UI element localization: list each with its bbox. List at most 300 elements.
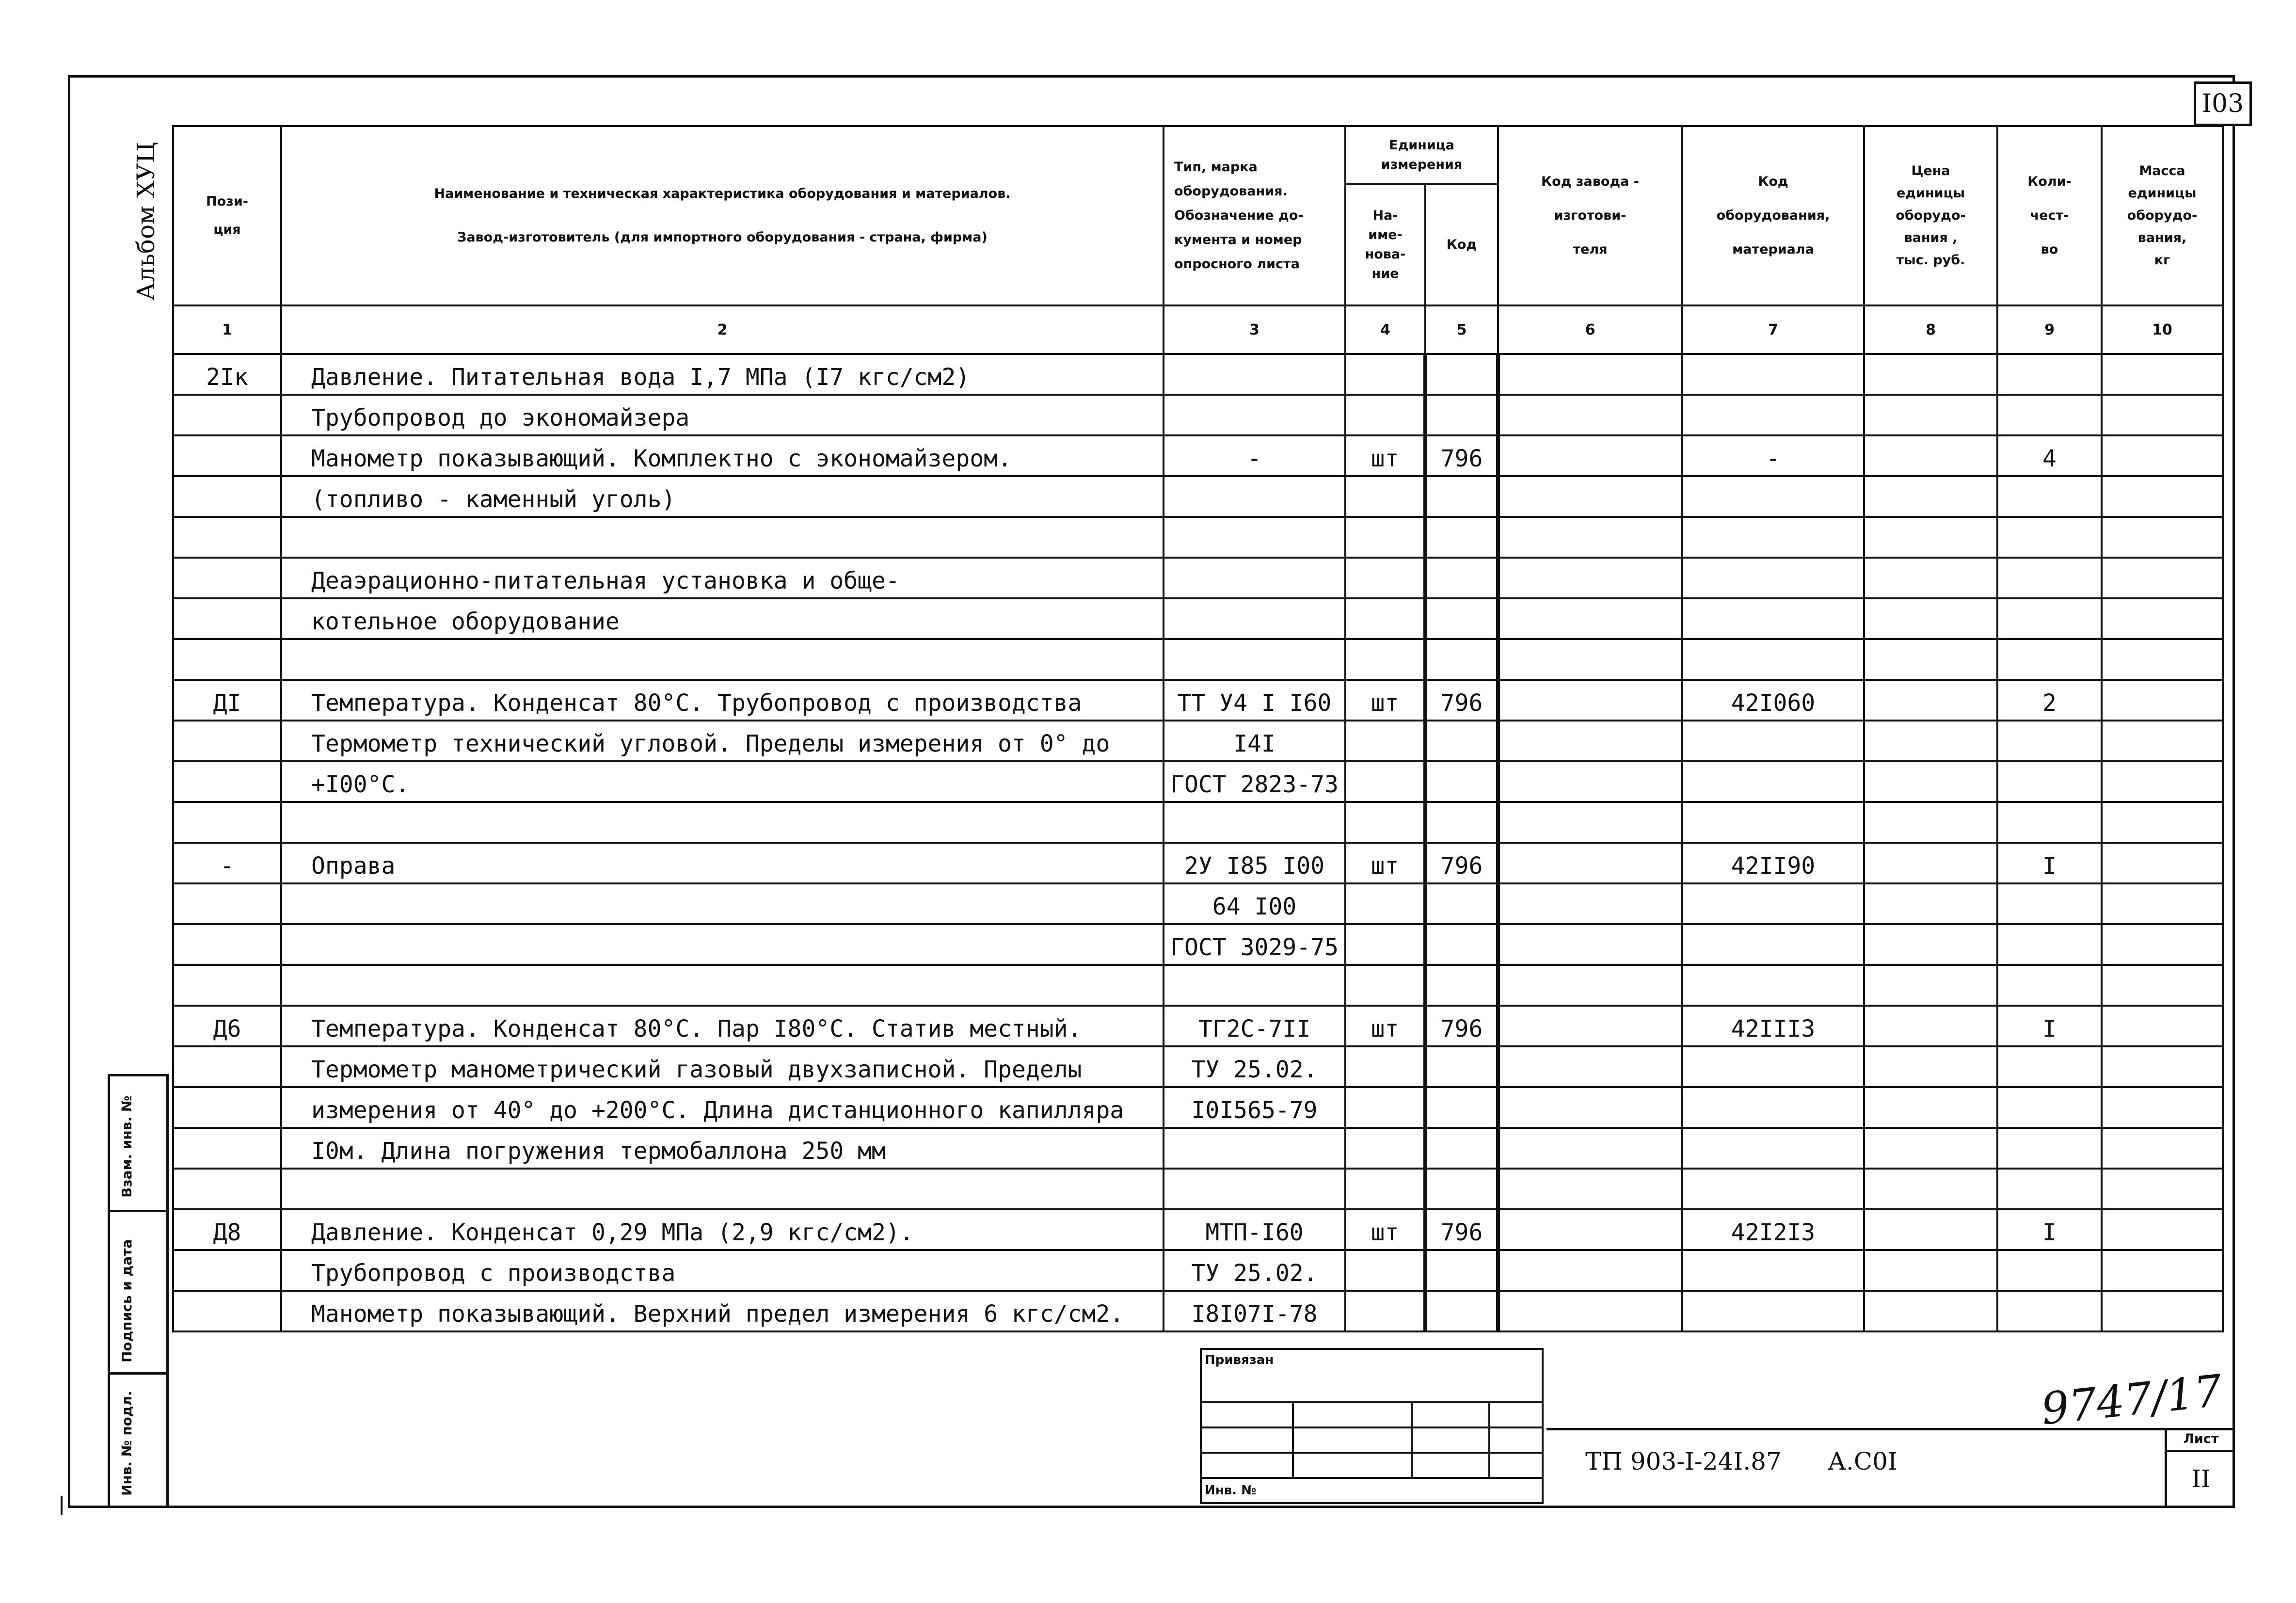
cell-price	[1864, 476, 1997, 517]
header-unit-code: Код	[1425, 184, 1498, 305]
cell-position	[173, 1128, 281, 1169]
table-row	[173, 721, 2223, 761]
table-row	[173, 435, 2223, 476]
cell-mass	[2102, 354, 2223, 395]
cell-price	[1864, 354, 1997, 395]
cell-type	[1164, 598, 1345, 639]
cell-type: МТП-I60	[1164, 1209, 1345, 1250]
cell-plant-code	[1498, 965, 1682, 1006]
header-position: Пози- ция	[173, 126, 281, 305]
cell-type: ГОСТ 3029-75	[1164, 924, 1345, 965]
column-number: 9	[1997, 305, 2102, 354]
cell-name: Температура. Конденсат 80°С. Трубопровод с производства	[281, 680, 1164, 721]
cell-unit	[1345, 395, 1425, 435]
cell-equipment-code	[1682, 965, 1864, 1006]
cell-type	[1164, 802, 1345, 843]
cell-unit	[1345, 517, 1425, 558]
cell-type: 64 I00	[1164, 883, 1345, 924]
cell-equipment-code	[1682, 761, 1864, 802]
cell-unit	[1345, 558, 1425, 598]
cell-name: Деаэрационно-питательная установка и обще-	[281, 558, 1164, 598]
cell-mass	[2102, 965, 2223, 1006]
table-row	[173, 395, 2223, 435]
cell-quantity	[1997, 1128, 2102, 1169]
cell-name	[281, 883, 1164, 924]
cell-price	[1864, 1169, 1997, 1209]
cell-quantity	[1997, 1046, 2102, 1087]
table-row	[173, 354, 2223, 395]
cell-equipment-code	[1682, 924, 1864, 965]
cell-unit	[1345, 965, 1425, 1006]
cell-mass	[2102, 843, 2223, 883]
cell-plant-code	[1498, 924, 1682, 965]
cell-position	[173, 517, 281, 558]
cell-mass	[2102, 1046, 2223, 1087]
cell-equipment-code	[1682, 639, 1864, 680]
sheet-number: II	[2191, 1465, 2211, 1493]
cell-unit	[1345, 802, 1425, 843]
header-equipment-code: Код оборудования, материала	[1682, 126, 1864, 305]
cell-plant-code	[1498, 435, 1682, 476]
side-stamp-strip	[108, 1074, 169, 1508]
cell-quantity	[1997, 517, 2102, 558]
cell-plant-code	[1498, 1087, 1682, 1128]
cell-equipment-code	[1682, 517, 1864, 558]
cell-mass	[2102, 1169, 2223, 1209]
cell-unit-code	[1425, 517, 1498, 558]
cell-quantity: I	[1997, 843, 2102, 883]
album-label: Альбом ХУЦ	[132, 142, 160, 301]
cell-type	[1164, 354, 1345, 395]
cell-price	[1864, 598, 1997, 639]
handwritten-number: 9747/17	[2039, 1365, 2225, 1435]
cell-unit	[1345, 883, 1425, 924]
cell-unit	[1345, 761, 1425, 802]
cell-unit-code	[1425, 476, 1498, 517]
cell-unit-code	[1425, 1128, 1498, 1169]
cell-quantity: I	[1997, 1209, 2102, 1250]
cell-unit-code	[1425, 395, 1498, 435]
table-row	[173, 476, 2223, 517]
cell-equipment-code	[1682, 1169, 1864, 1209]
header-mass: Масса единицы оборудо- вания, кг	[2102, 126, 2223, 305]
cell-name: I0м. Длина погружения термобаллона 250 мм	[281, 1128, 1164, 1169]
cell-quantity	[1997, 965, 2102, 1006]
cell-plant-code	[1498, 1169, 1682, 1209]
cell-price	[1864, 1250, 1997, 1291]
cell-mass	[2102, 395, 2223, 435]
specification-table	[172, 125, 2224, 1332]
cell-quantity	[1997, 802, 2102, 843]
cell-quantity	[1997, 721, 2102, 761]
cell-position: -	[173, 843, 281, 883]
table-row	[173, 843, 2223, 883]
cell-price	[1864, 1209, 1997, 1250]
cell-name: Давление. Конденсат 0,29 МПа (2,9 кгс/см2).	[281, 1209, 1164, 1250]
cell-equipment-code	[1682, 395, 1864, 435]
cell-type: 2У I85 I00	[1164, 843, 1345, 883]
cell-unit-code	[1425, 1087, 1498, 1128]
cell-equipment-code	[1682, 558, 1864, 598]
cell-name: Трубопровод с производства	[281, 1250, 1164, 1291]
cell-type	[1164, 639, 1345, 680]
column-number: 2	[281, 305, 1164, 354]
cell-unit	[1345, 1169, 1425, 1209]
cell-quantity	[1997, 761, 2102, 802]
side-cell-signature	[110, 1212, 166, 1375]
cell-plant-code	[1498, 476, 1682, 517]
cell-position	[173, 639, 281, 680]
cell-price	[1864, 802, 1997, 843]
cell-unit: шт	[1345, 435, 1425, 476]
cell-equipment-code	[1682, 476, 1864, 517]
table-row	[173, 1128, 2223, 1169]
cell-equipment-code: 42III3	[1682, 1006, 1864, 1046]
cell-unit-code	[1425, 1291, 1498, 1331]
header-unit-group: Единица измерения	[1345, 126, 1498, 184]
cell-price	[1864, 1291, 1997, 1331]
table-row	[173, 598, 2223, 639]
cell-type: I0I565-79	[1164, 1087, 1345, 1128]
cell-unit	[1345, 598, 1425, 639]
cell-name: Оправа	[281, 843, 1164, 883]
side-label-replacement: Взам. инв. №	[119, 1095, 135, 1198]
column-number: 10	[2102, 305, 2223, 354]
cell-equipment-code: 42II90	[1682, 843, 1864, 883]
table-row	[173, 883, 2223, 924]
table-row	[173, 1046, 2223, 1087]
cell-position	[173, 598, 281, 639]
column-number: 1	[173, 305, 281, 354]
cell-unit	[1345, 1128, 1425, 1169]
cell-price	[1864, 965, 1997, 1006]
cell-position	[173, 435, 281, 476]
cell-mass	[2102, 1291, 2223, 1331]
header-quantity: Коли- чест- во	[1997, 126, 2102, 305]
cell-unit	[1345, 476, 1425, 517]
header-price: Цена единицы оборудо- вания , тыс. руб.	[1864, 126, 1997, 305]
cell-type: -	[1164, 435, 1345, 476]
cell-mass	[2102, 558, 2223, 598]
cell-name: измерения от 40° до +200°С. Длина дистанционного капилляра	[281, 1087, 1164, 1128]
cell-unit	[1345, 1291, 1425, 1331]
cell-equipment-code	[1682, 1087, 1864, 1128]
cell-quantity	[1997, 476, 2102, 517]
cell-price	[1864, 843, 1997, 883]
cell-position	[173, 395, 281, 435]
cell-plant-code	[1498, 639, 1682, 680]
cell-type: ТУ 25.02.	[1164, 1250, 1345, 1291]
cell-unit	[1345, 721, 1425, 761]
cell-unit	[1345, 1250, 1425, 1291]
cell-quantity	[1997, 558, 2102, 598]
cell-position	[173, 965, 281, 1006]
cell-name: Термометр технический угловой. Пределы измерения от 0° до	[281, 721, 1164, 761]
margin-tick	[61, 1496, 63, 1515]
cell-unit-code	[1425, 965, 1498, 1006]
cell-price	[1864, 721, 1997, 761]
table-row	[173, 1209, 2223, 1250]
cell-quantity	[1997, 924, 2102, 965]
column-number: 3	[1164, 305, 1345, 354]
cell-equipment-code: -	[1682, 435, 1864, 476]
cell-type: ГОСТ 2823-73	[1164, 761, 1345, 802]
cell-plant-code	[1498, 558, 1682, 598]
header-unit-name: На- име- нова- ние	[1345, 184, 1425, 305]
cell-plant-code	[1498, 843, 1682, 883]
cell-plant-code	[1498, 395, 1682, 435]
cell-position: ДI	[173, 680, 281, 721]
cell-equipment-code	[1682, 883, 1864, 924]
attachment-stamp	[1200, 1348, 1544, 1504]
cell-plant-code	[1498, 1046, 1682, 1087]
cell-equipment-code	[1682, 721, 1864, 761]
cell-quantity: I	[1997, 1006, 2102, 1046]
cell-unit: шт	[1345, 843, 1425, 883]
cell-mass	[2102, 476, 2223, 517]
table-row	[173, 924, 2223, 965]
cell-equipment-code	[1682, 1128, 1864, 1169]
cell-position	[173, 1291, 281, 1331]
header-name: Наименование и техническая характеристика оборудования и материалов. Завод-изготовитель (для импортного оборудования - страна, фирма)	[281, 126, 1164, 305]
cell-unit-code	[1425, 721, 1498, 761]
cell-unit-code: 796	[1425, 680, 1498, 721]
cell-plant-code	[1498, 1128, 1682, 1169]
cell-mass	[2102, 1006, 2223, 1046]
table-row	[173, 639, 2223, 680]
stamp-attached-label: Привязан	[1201, 1349, 1543, 1402]
cell-name: Термометр манометрический газовый двухзаписной. Пределы	[281, 1046, 1164, 1087]
cell-position	[173, 1046, 281, 1087]
cell-unit-code	[1425, 1169, 1498, 1209]
column-number: 6	[1498, 305, 1682, 354]
cell-mass	[2102, 1209, 2223, 1250]
cell-unit: шт	[1345, 680, 1425, 721]
cell-position	[173, 1250, 281, 1291]
side-label-original-inv: Инв. № подл.	[119, 1391, 135, 1496]
sheet-box	[2165, 1428, 2235, 1508]
cell-name: котельное оборудование	[281, 598, 1164, 639]
cell-name: Манометр показывающий. Комплектно с экономайзером.	[281, 435, 1164, 476]
cell-price	[1864, 1046, 1997, 1087]
cell-name: Манометр показывающий. Верхний предел измерения 6 кгс/см2.	[281, 1291, 1164, 1331]
cell-mass	[2102, 598, 2223, 639]
cell-unit	[1345, 1046, 1425, 1087]
table-row	[173, 1087, 2223, 1128]
cell-type	[1164, 476, 1345, 517]
cell-position	[173, 1087, 281, 1128]
cell-mass	[2102, 802, 2223, 843]
cell-unit-code	[1425, 1046, 1498, 1087]
cell-quantity	[1997, 598, 2102, 639]
cell-quantity	[1997, 1169, 2102, 1209]
cell-unit-code	[1425, 761, 1498, 802]
column-number: 7	[1682, 305, 1864, 354]
stamp-inv-label: Инв. №	[1201, 1478, 1543, 1503]
table-row	[173, 1291, 2223, 1331]
cell-name: Давление. Питательная вода I,7 МПа (I7 кгс/см2)	[281, 354, 1164, 395]
side-cell-replacement	[110, 1076, 166, 1212]
cell-name: Температура. Конденсат 80°С. Пар I80°С. Статив местный.	[281, 1006, 1164, 1046]
cell-quantity	[1997, 395, 2102, 435]
cell-unit-code	[1425, 802, 1498, 843]
cell-unit: шт	[1345, 1209, 1425, 1250]
cell-mass	[2102, 1128, 2223, 1169]
cell-price	[1864, 1128, 1997, 1169]
cell-position: Д8	[173, 1209, 281, 1250]
cell-mass	[2102, 924, 2223, 965]
side-cell-original-inv	[110, 1375, 166, 1506]
cell-plant-code	[1498, 517, 1682, 558]
page-number: I03	[2194, 81, 2252, 126]
cell-type: ТГ2С-7II	[1164, 1006, 1345, 1046]
cell-equipment-code	[1682, 1046, 1864, 1087]
header-plant-code: Код завода - изготови- теля	[1498, 126, 1682, 305]
cell-type	[1164, 965, 1345, 1006]
cell-type: I8I07I-78	[1164, 1291, 1345, 1331]
cell-unit	[1345, 924, 1425, 965]
cell-price	[1864, 435, 1997, 476]
cell-unit-code	[1425, 1250, 1498, 1291]
cell-position	[173, 802, 281, 843]
cell-mass	[2102, 435, 2223, 476]
cell-price	[1864, 395, 1997, 435]
specification-body	[173, 354, 2223, 1331]
cell-quantity: 4	[1997, 435, 2102, 476]
table-row	[173, 1006, 2223, 1046]
cell-type	[1164, 1169, 1345, 1209]
sheet-label: Лист	[2167, 1428, 2235, 1452]
cell-price	[1864, 517, 1997, 558]
cell-name: Трубопровод до экономайзера	[281, 395, 1164, 435]
cell-quantity	[1997, 883, 2102, 924]
cell-price	[1864, 639, 1997, 680]
cell-plant-code	[1498, 354, 1682, 395]
cell-name: +I00°С.	[281, 761, 1164, 802]
cell-unit-code: 796	[1425, 843, 1498, 883]
cell-price	[1864, 883, 1997, 924]
cell-plant-code	[1498, 721, 1682, 761]
cell-quantity	[1997, 1291, 2102, 1331]
cell-position	[173, 558, 281, 598]
cell-plant-code	[1498, 1209, 1682, 1250]
cell-type: I4I	[1164, 721, 1345, 761]
cell-price	[1864, 761, 1997, 802]
cell-unit-code: 796	[1425, 1006, 1498, 1046]
cell-plant-code	[1498, 802, 1682, 843]
cell-position	[173, 476, 281, 517]
cell-mass	[2102, 639, 2223, 680]
cell-mass	[2102, 721, 2223, 761]
cell-unit-code	[1425, 558, 1498, 598]
cell-name	[281, 965, 1164, 1006]
cell-unit-code	[1425, 924, 1498, 965]
cell-name	[281, 924, 1164, 965]
cell-position	[173, 721, 281, 761]
table-row	[173, 965, 2223, 1006]
table-row	[173, 558, 2223, 598]
cell-plant-code	[1498, 680, 1682, 721]
cell-unit-code: 796	[1425, 435, 1498, 476]
cell-type: ТТ У4 I I60	[1164, 680, 1345, 721]
cell-unit	[1345, 1087, 1425, 1128]
cell-plant-code	[1498, 883, 1682, 924]
cell-position	[173, 761, 281, 802]
cell-mass	[2102, 761, 2223, 802]
cell-quantity	[1997, 1250, 2102, 1291]
table-row	[173, 680, 2223, 721]
column-numbers-row	[173, 305, 2223, 354]
cell-price	[1864, 558, 1997, 598]
column-number: 5	[1425, 305, 1498, 354]
table-row	[173, 517, 2223, 558]
cell-name	[281, 517, 1164, 558]
cell-mass	[2102, 883, 2223, 924]
cell-unit-code	[1425, 354, 1498, 395]
cell-price	[1864, 1087, 1997, 1128]
cell-unit-code	[1425, 598, 1498, 639]
cell-unit-code	[1425, 883, 1498, 924]
cell-plant-code	[1498, 761, 1682, 802]
cell-plant-code	[1498, 1006, 1682, 1046]
cell-unit: шт	[1345, 1006, 1425, 1046]
cell-quantity	[1997, 1087, 2102, 1128]
cell-quantity	[1997, 639, 2102, 680]
column-number: 8	[1864, 305, 1997, 354]
cell-name: (топливо - каменный уголь)	[281, 476, 1164, 517]
cell-position: Д6	[173, 1006, 281, 1046]
cell-mass	[2102, 1250, 2223, 1291]
cell-plant-code	[1498, 1250, 1682, 1291]
cell-name	[281, 1169, 1164, 1209]
cell-position	[173, 1169, 281, 1209]
cell-unit-code	[1425, 639, 1498, 680]
cell-price	[1864, 680, 1997, 721]
table-row	[173, 1169, 2223, 1209]
table-row	[173, 802, 2223, 843]
cell-type: ТУ 25.02.	[1164, 1046, 1345, 1087]
cell-unit	[1345, 639, 1425, 680]
side-label-signature: Подпись и дата	[119, 1239, 135, 1363]
table-row	[173, 1250, 2223, 1291]
cell-plant-code	[1498, 1291, 1682, 1331]
cell-plant-code	[1498, 598, 1682, 639]
header-type: Тип, марка оборудования. Обозначение до- кумента и номер опросного листа	[1164, 126, 1345, 305]
document-code: ТП 903-I-24I.87 А.С0I	[1585, 1447, 1897, 1475]
cell-equipment-code	[1682, 1250, 1864, 1291]
cell-name	[281, 639, 1164, 680]
cell-unit-code: 796	[1425, 1209, 1498, 1250]
cell-mass	[2102, 680, 2223, 721]
cell-mass	[2102, 1087, 2223, 1128]
cell-equipment-code	[1682, 598, 1864, 639]
cell-position	[173, 924, 281, 965]
cell-type	[1164, 1128, 1345, 1169]
cell-type	[1164, 558, 1345, 598]
cell-price	[1864, 924, 1997, 965]
cell-position	[173, 883, 281, 924]
cell-unit	[1345, 354, 1425, 395]
cell-quantity	[1997, 354, 2102, 395]
cell-equipment-code	[1682, 1291, 1864, 1331]
table-row	[173, 761, 2223, 802]
cell-type	[1164, 517, 1345, 558]
column-number: 4	[1345, 305, 1425, 354]
cell-quantity: 2	[1997, 680, 2102, 721]
cell-name	[281, 802, 1164, 843]
cell-equipment-code: 42I2I3	[1682, 1209, 1864, 1250]
cell-equipment-code	[1682, 802, 1864, 843]
